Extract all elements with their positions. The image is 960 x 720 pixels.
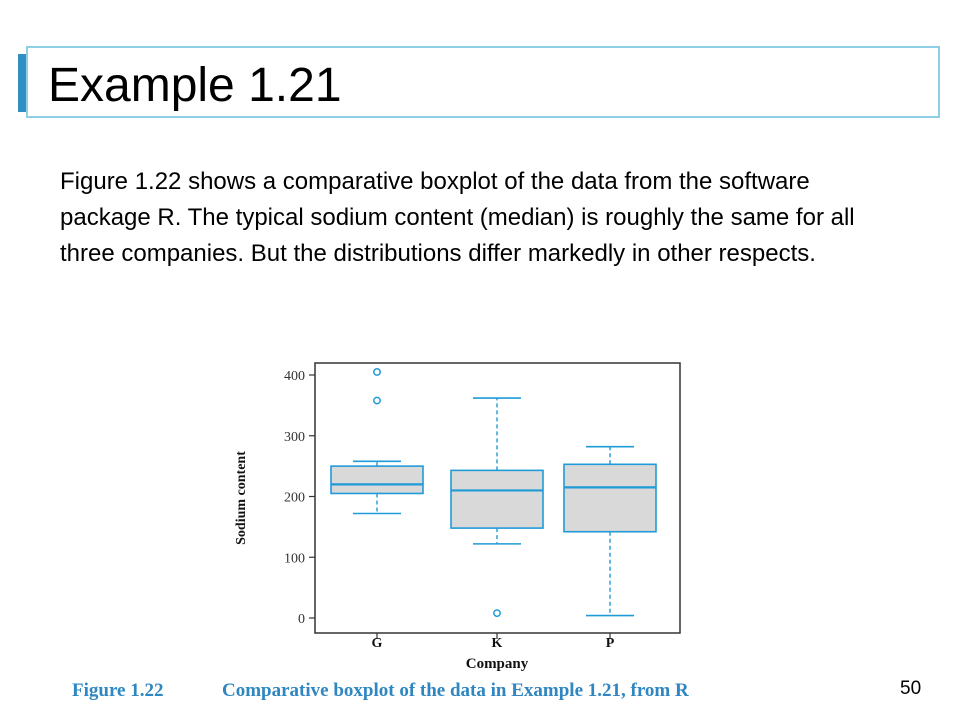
slide-body-text: Figure 1.22 shows a comparative boxplot of the data from the software package R. The typical sodium content (median) is roughly the same for all three companies. But the distributions differ markedly in other respects. [60,168,855,267]
outlier-point [374,369,380,375]
boxplot-svg [225,355,695,675]
figure-caption-text: Comparative boxplot of the data in Example 1.21, from R [222,680,689,701]
box-iqr [331,466,423,493]
boxes-layer [331,369,656,617]
x-tick-label: G [371,636,383,651]
box-group-k [451,398,543,616]
title-accent-bar [18,54,26,112]
boxplot-chart [225,355,695,675]
box-iqr [451,470,543,528]
figure-caption-label: Figure 1.22 [72,680,164,701]
y-tick-label: 200 [284,490,305,506]
outlier-point [494,610,500,616]
slide-title: Example 1.21 [48,59,342,112]
y-tick-label: 300 [284,429,305,445]
box-group-p [564,447,656,616]
figure-caption [72,680,689,702]
x-tick-label: P [605,636,615,651]
page-number: 50 [900,678,922,699]
y-axis-label: Sodium content [234,451,249,545]
box-group-g [331,369,423,514]
y-axis [284,369,315,627]
x-axis [372,633,615,651]
y-tick-label: 0 [298,612,305,627]
x-axis-label: Company [465,656,529,672]
y-tick-label: 100 [284,551,305,567]
y-tick-label: 400 [284,369,305,384]
x-tick-label: K [491,636,503,651]
box-iqr [564,464,656,531]
outlier-point [374,397,380,403]
